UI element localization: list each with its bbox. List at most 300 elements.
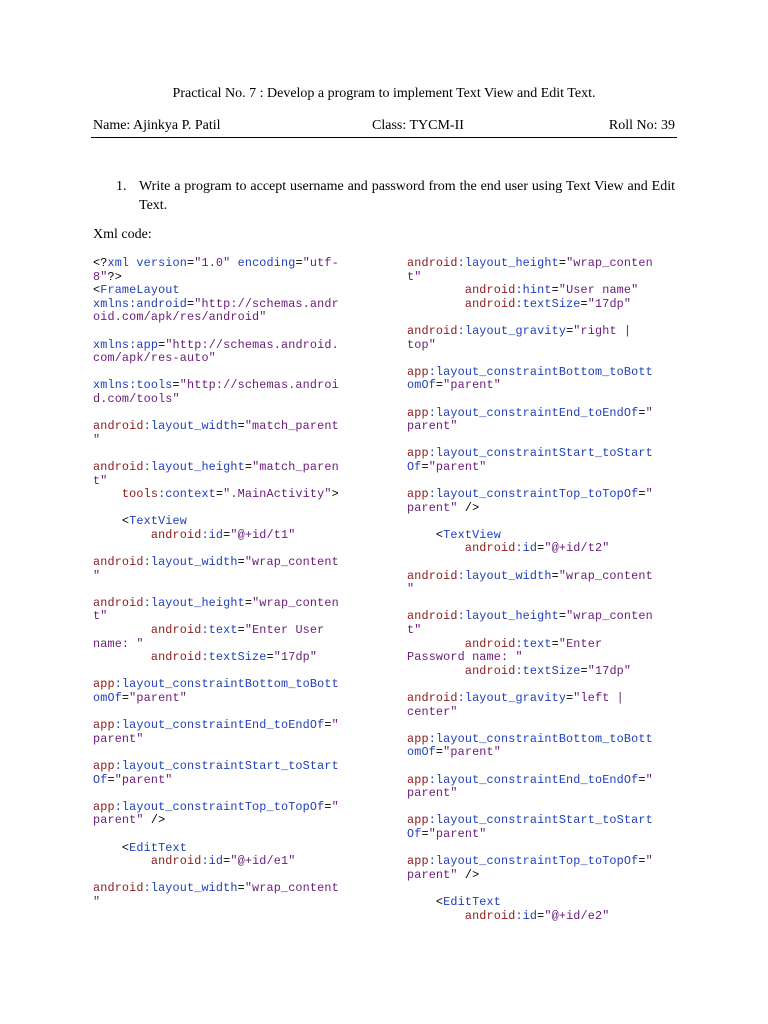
code-token: :id <box>515 541 538 556</box>
code-line <box>407 420 653 434</box>
code-line <box>93 257 339 271</box>
code-line <box>407 610 653 624</box>
code-token: "User name" <box>558 283 639 298</box>
code-line <box>93 311 339 325</box>
code-line <box>407 828 653 842</box>
code-token: = <box>237 623 245 638</box>
code-token: = <box>324 718 332 733</box>
code-line <box>93 447 339 461</box>
code-token <box>93 854 151 868</box>
code-token <box>407 637 465 651</box>
code-token: "parent" <box>114 772 173 787</box>
code-token: " <box>93 894 101 909</box>
code-token: = <box>566 323 574 338</box>
code-token: = <box>435 378 444 393</box>
practical-title: Practical No. 7 : Develop a program to implement Text View and Edit Text. <box>172 86 596 101</box>
code-token: "wrap_conten <box>566 609 653 624</box>
code-token <box>93 487 122 501</box>
code-token: "parent" <box>129 691 187 705</box>
code-token: app <box>93 758 115 773</box>
code-line <box>407 434 653 448</box>
code-token: = <box>638 487 646 502</box>
code-line <box>407 570 653 584</box>
code-token: :layout_height <box>143 459 245 474</box>
code-token: " <box>93 568 101 583</box>
code-line <box>93 733 339 747</box>
code-token: :layout_constraintEnd_toEndOf <box>428 405 639 420</box>
code-token: :textSize <box>515 296 581 311</box>
code-token: android <box>150 527 202 542</box>
code-token: xmlns:tools <box>93 378 173 393</box>
code-line <box>93 882 339 896</box>
code-token: = <box>244 595 253 610</box>
code-line <box>93 393 339 407</box>
code-token: :id <box>201 854 224 869</box>
code-token: = <box>638 772 646 787</box>
code-token: = <box>558 609 567 624</box>
code-token: FrameLayout <box>100 283 180 298</box>
code-token: = <box>172 378 180 393</box>
code-token: :layout_width <box>143 881 238 896</box>
code-line <box>407 597 653 611</box>
code-token: t" <box>93 609 108 624</box>
code-token: android <box>407 568 458 583</box>
code-token: oid.com/apk/res/android" <box>93 310 267 325</box>
code-line <box>407 298 653 312</box>
code-token: = <box>551 636 559 651</box>
code-token: :layout_height <box>143 595 245 610</box>
code-line <box>407 801 653 815</box>
code-token: = <box>237 555 245 570</box>
code-column-left <box>93 257 339 910</box>
code-line <box>407 257 653 271</box>
code-token: parent" <box>407 867 458 882</box>
code-token: = <box>186 296 195 311</box>
code-line <box>93 746 339 760</box>
code-token: :context <box>158 487 216 502</box>
code-line <box>407 638 653 652</box>
code-line <box>407 515 653 529</box>
code-token: top" <box>407 337 436 352</box>
code-line <box>93 624 339 638</box>
code-line <box>407 760 653 774</box>
code-token: > <box>331 487 339 502</box>
code-line <box>93 352 339 366</box>
code-token <box>93 623 151 637</box>
student-name: Name: Ajinkya P. Patil <box>93 118 221 133</box>
code-token <box>93 528 151 542</box>
question-number: 1. <box>116 179 127 194</box>
code-line <box>407 488 653 502</box>
code-token: android <box>150 623 202 638</box>
code-token: "wrap_content <box>244 555 339 570</box>
code-line <box>407 774 653 788</box>
code-line <box>407 325 653 339</box>
code-token: < <box>93 840 130 855</box>
code-line <box>93 760 339 774</box>
code-line <box>407 706 653 720</box>
code-token: "http://schemas.andr <box>194 296 339 311</box>
code-token: "http://schemas.android. <box>165 337 339 352</box>
code-token: parent" <box>407 786 458 801</box>
code-token: "wrap_content <box>244 881 339 896</box>
code-token: "Enter User <box>244 623 325 638</box>
code-token: android <box>93 881 144 896</box>
code-line <box>93 801 339 815</box>
code-token: "parent" <box>443 378 501 393</box>
code-token: "@+id/t1" <box>230 527 296 542</box>
code-token: parent" <box>407 419 458 434</box>
code-token: android <box>93 555 144 570</box>
code-line <box>407 624 653 638</box>
code-token: com/apk/res-auto" <box>93 351 216 366</box>
code-token: EditText <box>443 894 501 909</box>
code-token: = <box>638 854 646 869</box>
code-line <box>407 407 653 421</box>
code-line <box>93 407 339 421</box>
code-line <box>407 339 653 353</box>
code-line <box>407 556 653 570</box>
code-line <box>93 542 339 556</box>
code-token: android <box>464 283 516 298</box>
code-line <box>407 271 653 285</box>
code-token: = <box>435 745 444 760</box>
code-token: = <box>266 650 274 665</box>
code-line <box>93 678 339 692</box>
code-line <box>93 787 339 801</box>
code-line <box>407 842 653 856</box>
code-line <box>93 475 339 489</box>
code-line <box>407 475 653 489</box>
code-line <box>407 882 653 896</box>
code-token: app <box>407 446 429 461</box>
code-token: "@+id/t2" <box>544 541 610 556</box>
code-token: < <box>93 283 101 298</box>
code-line <box>407 461 653 475</box>
code-line <box>407 733 653 747</box>
code-token: :hint <box>515 283 552 298</box>
code-line <box>93 298 339 312</box>
code-token: android <box>93 595 144 610</box>
code-line <box>407 651 653 665</box>
code-token: :layout_constraintBottom_toBott <box>114 677 339 692</box>
code-line <box>93 842 339 856</box>
code-line <box>93 366 339 380</box>
code-token: " <box>645 854 653 869</box>
code-token: android <box>150 854 202 869</box>
code-line <box>93 339 339 353</box>
code-token: = <box>324 799 332 814</box>
code-line <box>93 774 339 788</box>
code-line <box>93 610 339 624</box>
code-token: "http://schemas.androi <box>179 378 339 393</box>
code-line <box>93 583 339 597</box>
code-token: = <box>551 568 559 583</box>
code-line <box>93 420 339 434</box>
code-token: = <box>158 337 166 352</box>
code-token: :layout_constraintStart_toStart <box>114 758 339 773</box>
code-line <box>93 855 339 869</box>
code-token: "17dp" <box>587 296 632 311</box>
code-token: = <box>551 283 559 298</box>
code-token: /> <box>457 867 480 882</box>
code-token: EditText <box>129 840 187 855</box>
code-token: " <box>645 487 653 502</box>
code-token: tools <box>121 487 159 502</box>
code-token: :layout_constraintTop_toTopOf <box>428 854 639 869</box>
code-line <box>93 665 339 679</box>
code-token: /> <box>457 500 480 515</box>
code-line <box>93 325 339 339</box>
code-token: /> <box>143 813 166 828</box>
code-token: = <box>537 541 545 556</box>
code-line <box>93 570 339 584</box>
code-line <box>93 651 339 665</box>
code-token: omOf <box>407 745 436 760</box>
code-line <box>93 488 339 502</box>
code-line <box>407 529 653 543</box>
code-line <box>407 869 653 883</box>
code-line <box>407 393 653 407</box>
code-line <box>407 910 653 924</box>
code-token: omOf <box>93 691 122 705</box>
code-token: "parent" <box>443 745 501 760</box>
code-token: < <box>407 894 444 909</box>
code-token: android <box>407 691 458 705</box>
code-token: android <box>464 541 516 556</box>
code-line <box>407 665 653 679</box>
code-token: android <box>150 650 202 665</box>
code-token: TextView <box>443 527 501 542</box>
code-token: parent" <box>93 731 144 746</box>
code-token: = <box>421 826 429 841</box>
code-token: " <box>407 582 415 597</box>
code-line <box>407 692 653 706</box>
code-token: encoding <box>230 256 296 270</box>
code-line <box>93 556 339 570</box>
code-token: parent" <box>407 500 458 515</box>
code-token: Of <box>407 826 422 841</box>
code-token: "Enter <box>558 636 603 651</box>
code-token: :textSize <box>515 663 581 678</box>
code-token: = <box>237 419 245 434</box>
code-token: :textSize <box>201 650 267 665</box>
code-token: "match_parent <box>244 419 339 434</box>
code-line <box>93 529 339 543</box>
code-token: "wrap_conten <box>252 595 339 610</box>
code-line <box>93 379 339 393</box>
code-token: android <box>407 323 458 338</box>
code-token: app <box>407 487 429 502</box>
code-token: 8" <box>93 269 108 284</box>
code-token: :layout_width <box>457 568 552 583</box>
code-token: = <box>223 854 231 869</box>
code-token: t" <box>407 269 422 284</box>
code-token: = <box>421 459 429 474</box>
code-token: :layout_gravity <box>457 691 567 705</box>
code-token: android <box>407 256 458 270</box>
code-line <box>407 284 653 298</box>
code-token: center" <box>407 704 458 719</box>
code-line <box>93 896 339 910</box>
code-token: :layout_constraintEnd_toEndOf <box>428 772 639 787</box>
code-line <box>407 379 653 393</box>
code-token: xml version <box>107 256 187 270</box>
code-line <box>93 597 339 611</box>
code-token: " <box>93 432 101 447</box>
code-token: t" <box>93 473 108 488</box>
code-token: app <box>407 364 429 379</box>
code-line <box>93 638 339 652</box>
code-token: app <box>407 772 429 787</box>
code-token: = <box>638 405 646 420</box>
code-token: "17dp" <box>273 650 318 665</box>
code-token: < <box>93 514 130 529</box>
code-token: app <box>407 854 429 869</box>
code-token: :text <box>515 636 552 651</box>
code-token: ?> <box>107 269 122 284</box>
code-line <box>407 746 653 760</box>
code-token: "parent" <box>428 459 487 474</box>
code-token: "right | <box>573 323 632 338</box>
code-token: TextView <box>129 514 187 529</box>
code-token: "1.0" <box>194 256 231 270</box>
code-line <box>93 461 339 475</box>
code-line <box>93 706 339 720</box>
code-token: " <box>645 772 653 787</box>
code-token: parent" <box>93 813 144 828</box>
code-token: " <box>331 799 339 814</box>
code-token: ".MainActivity" <box>223 487 332 502</box>
code-token: android <box>464 908 516 923</box>
code-line <box>93 515 339 529</box>
code-line <box>407 447 653 461</box>
code-line <box>407 502 653 516</box>
code-token: "17dp" <box>587 663 632 678</box>
code-token: Password name: " <box>407 650 523 665</box>
code-line <box>407 787 653 801</box>
code-line <box>407 678 653 692</box>
code-token: "match_paren <box>252 459 339 474</box>
code-line <box>93 434 339 448</box>
code-token: = <box>295 256 303 270</box>
code-token: app <box>407 405 429 420</box>
code-token: :layout_gravity <box>457 323 567 338</box>
code-token <box>407 283 465 297</box>
code-token: android <box>93 459 144 474</box>
code-line <box>407 352 653 366</box>
code-token: t" <box>407 623 422 638</box>
code-line <box>407 896 653 910</box>
code-token: d.com/tools" <box>93 391 180 406</box>
code-line <box>93 814 339 828</box>
code-token: "parent" <box>428 826 487 841</box>
code-line <box>407 814 653 828</box>
code-line <box>93 271 339 285</box>
code-token: "utf- <box>302 256 339 270</box>
code-token: android <box>464 636 516 651</box>
code-token: :layout_constraintTop_toTopOf <box>428 487 639 502</box>
code-token: app <box>407 813 429 828</box>
code-token: xmlns:android <box>93 296 187 311</box>
code-token: app <box>93 718 115 733</box>
xml-code-label: Xml code: <box>93 227 152 242</box>
code-column-right <box>407 257 653 923</box>
code-token: "@+id/e1" <box>230 854 296 869</box>
code-line <box>407 719 653 733</box>
code-token: :layout_constraintStart_toStart <box>428 813 653 828</box>
code-token: = <box>237 881 245 896</box>
code-token: android <box>464 663 516 678</box>
code-token: app <box>93 677 115 692</box>
code-line <box>407 583 653 597</box>
question-text: Write a program to accept username and password from the end user using Text View and Edit Text. <box>139 179 675 213</box>
code-token: "wrap_content <box>558 568 653 583</box>
code-token: :layout_height <box>457 256 559 270</box>
code-line <box>407 855 653 869</box>
code-line <box>93 502 339 516</box>
code-token <box>93 650 151 664</box>
code-token: :text <box>201 623 238 638</box>
code-token: :layout_constraintBottom_toBott <box>428 731 653 746</box>
code-line <box>407 311 653 325</box>
code-token: android <box>407 609 458 624</box>
code-token: "@+id/e2" <box>544 908 610 923</box>
code-token: = <box>558 256 567 270</box>
student-class: Class: TYCM-II <box>372 118 464 133</box>
code-token: "left | <box>573 691 624 705</box>
code-token: app <box>407 731 429 746</box>
code-token: = <box>580 663 588 678</box>
code-token: = <box>223 527 231 542</box>
code-line <box>407 542 653 556</box>
code-token: " <box>331 718 339 733</box>
code-token: :layout_height <box>457 609 559 624</box>
code-line <box>407 366 653 380</box>
code-line <box>93 869 339 883</box>
code-token: Of <box>93 772 108 787</box>
code-token: = <box>580 296 588 311</box>
code-token: Of <box>407 459 422 474</box>
code-token: app <box>93 799 115 814</box>
code-token: name: " <box>93 636 144 651</box>
code-token: :id <box>515 908 538 923</box>
code-token: " <box>645 405 653 420</box>
code-token <box>407 664 465 678</box>
code-line <box>93 692 339 706</box>
code-token: < <box>407 527 444 542</box>
code-token: = <box>244 459 253 474</box>
code-token: :layout_constraintTop_toTopOf <box>114 799 325 814</box>
code-token: android <box>93 419 144 434</box>
code-token: <? <box>93 256 108 270</box>
code-token: "wrap_conten <box>566 256 653 270</box>
code-line <box>93 828 339 842</box>
code-token: :layout_constraintEnd_toEndOf <box>114 718 325 733</box>
header-divider <box>91 137 677 138</box>
code-token: = <box>537 908 545 923</box>
code-token <box>407 297 465 311</box>
code-token: :layout_width <box>143 419 238 434</box>
code-token <box>407 541 465 555</box>
code-token: = <box>121 691 130 705</box>
code-token: = <box>215 487 224 502</box>
code-token: = <box>566 691 574 705</box>
code-token: android <box>464 296 516 311</box>
code-token: omOf <box>407 378 436 393</box>
code-token: :layout_constraintStart_toStart <box>428 446 653 461</box>
code-token: = <box>107 772 115 787</box>
